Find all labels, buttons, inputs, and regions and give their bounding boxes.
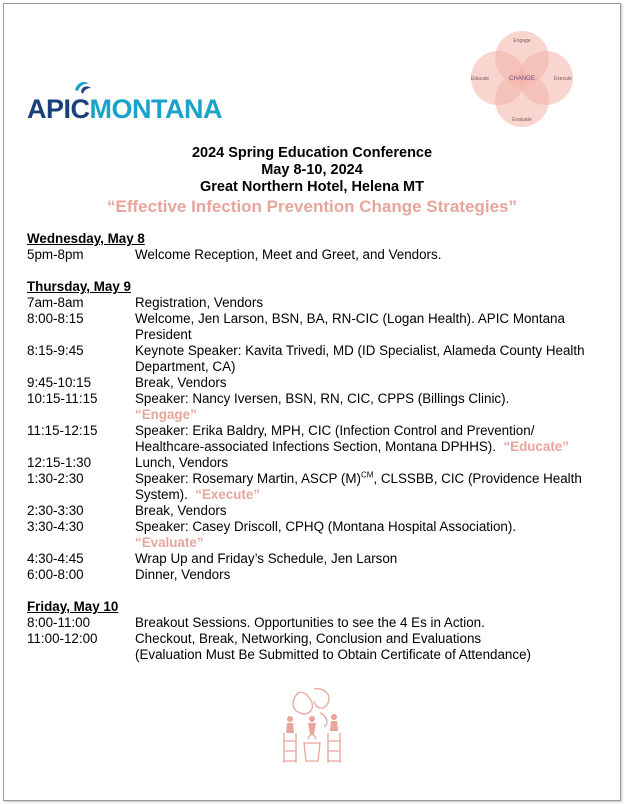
schedule-row bbox=[27, 471, 607, 503]
session-description: Registration, Vendors bbox=[135, 295, 264, 310]
session-description: Dinner, Vendors bbox=[135, 567, 231, 582]
schedule-row bbox=[27, 311, 607, 343]
schedule-row bbox=[27, 631, 607, 663]
venn-label-top: Engage bbox=[513, 38, 531, 44]
time-slot: 11:15-12:15 bbox=[27, 423, 98, 438]
schedule-row bbox=[27, 391, 607, 423]
logo-apic-text: APIC bbox=[27, 94, 90, 124]
logo-montana-text: MONTANA bbox=[89, 94, 222, 124]
day-title: Wednesday, May 8 bbox=[27, 231, 145, 246]
time-slot: 4:30-4:45 bbox=[27, 551, 84, 566]
session-tag-engage: “Engage” bbox=[135, 407, 197, 422]
session-description bbox=[135, 391, 607, 423]
schedule bbox=[27, 231, 607, 679]
conference-tagline: “Effective Infection Prevention Change Strategies” bbox=[107, 197, 517, 216]
schedule-row bbox=[27, 343, 607, 375]
time-slot: 9:45-10:15 bbox=[27, 375, 92, 390]
day-wednesday bbox=[27, 231, 607, 263]
schedule-row bbox=[27, 519, 607, 551]
session-tag-educate: “Educate” bbox=[503, 439, 569, 454]
session-description: Wrap Up and Friday’s Schedule, Jen Larson bbox=[135, 551, 398, 566]
session-note: (Evaluation Must Be Submitted to Obtain Certificate of Attendance) bbox=[135, 647, 531, 662]
time-slot: 1:30-2:30 bbox=[27, 471, 84, 486]
session-description: Breakout Sessions. Opportunities to see the 4 Es in Action. bbox=[135, 615, 485, 630]
session-description bbox=[135, 471, 607, 503]
day-friday bbox=[27, 599, 607, 663]
session-text: Speaker: Nancy Iversen, BSN, RN, CIC, CPPS (Billings Clinic). bbox=[135, 391, 510, 406]
session-description: Welcome Reception, Meet and Greet, and Vendors. bbox=[135, 247, 442, 262]
session-description bbox=[135, 423, 607, 455]
time-slot: 8:00-11:00 bbox=[27, 615, 91, 630]
session-text: Speaker: Rosemary Martin, ASCP (M) bbox=[135, 471, 361, 486]
superscript: CM bbox=[360, 470, 374, 480]
schedule-row bbox=[27, 615, 607, 631]
schedule-row bbox=[27, 567, 607, 583]
schedule-row bbox=[27, 455, 607, 471]
time-slot: 11:00-12:00 bbox=[27, 631, 98, 646]
schedule-row bbox=[27, 295, 607, 311]
conference-venue: Great Northern Hotel, Helena MT bbox=[200, 179, 424, 195]
venn-label-center: CHANGE bbox=[509, 76, 535, 82]
session-text: Checkout, Break, Networking, Conclusion and Evaluations bbox=[135, 631, 482, 646]
session-description: Break, Vendors bbox=[135, 375, 227, 390]
conference-dates: May 8-10, 2024 bbox=[261, 162, 363, 178]
session-description: Welcome, Jen Larson, BSN, BA, RN-CIC (Logan Health). APIC Montana President bbox=[135, 311, 565, 342]
session-description: Break, Vendors bbox=[135, 503, 227, 518]
session-tag-execute: “Execute” bbox=[195, 487, 261, 502]
time-slot: 6:00-8:00 bbox=[27, 567, 84, 582]
session-description bbox=[135, 631, 607, 663]
day-title: Friday, May 10 bbox=[27, 599, 119, 614]
session-text-cont: , CLSSBB, CIC (Providence Health System). bbox=[135, 471, 582, 502]
time-slot: 12:15-1:30 bbox=[27, 455, 92, 470]
time-slot: 2:30-3:30 bbox=[27, 503, 84, 518]
session-tag-evaluate: “Evaluate” bbox=[135, 535, 204, 550]
change-venn-diagram bbox=[460, 30, 585, 130]
schedule-row bbox=[27, 375, 607, 391]
schedule-row bbox=[27, 423, 607, 455]
time-slot: 8:00-8:15 bbox=[27, 311, 84, 326]
time-slot: 7am-8am bbox=[27, 295, 84, 310]
time-slot: 10:15-11:15 bbox=[27, 391, 98, 406]
time-slot: 8:15-9:45 bbox=[27, 343, 84, 358]
day-title: Thursday, May 9 bbox=[27, 279, 131, 294]
schedule-row bbox=[27, 247, 607, 263]
session-description bbox=[135, 519, 607, 551]
time-slot: 3:30-4:30 bbox=[27, 519, 84, 534]
teamwork-illustration-icon bbox=[270, 683, 354, 769]
schedule-row bbox=[27, 503, 607, 519]
conference-title: 2024 Spring Education Conference bbox=[191, 145, 433, 161]
session-text: Speaker: Casey Driscoll, CPHQ (Montana Hospital Association). bbox=[135, 519, 517, 534]
session-description: Lunch, Vendors bbox=[135, 455, 229, 470]
day-thursday bbox=[27, 279, 607, 583]
session-description: Keynote Speaker: Kavita Trivedi, MD (ID Specialist, Alameda County Health Department, CA) bbox=[135, 343, 585, 374]
venn-label-left: Educate bbox=[470, 76, 490, 82]
venn-label-bottom: Evaluate bbox=[512, 117, 532, 123]
venn-label-right: Execute bbox=[553, 76, 573, 82]
conference-header bbox=[0, 145, 624, 218]
apic-montana-logo bbox=[27, 76, 222, 126]
session-text: Speaker: Erika Baldry, MPH, CIC (Infection Control and Prevention/ Healthcare-associated Infections Section, Montana DPHHS). bbox=[135, 423, 535, 454]
time-slot: 5pm-8pm bbox=[27, 247, 84, 262]
schedule-row bbox=[27, 551, 607, 567]
